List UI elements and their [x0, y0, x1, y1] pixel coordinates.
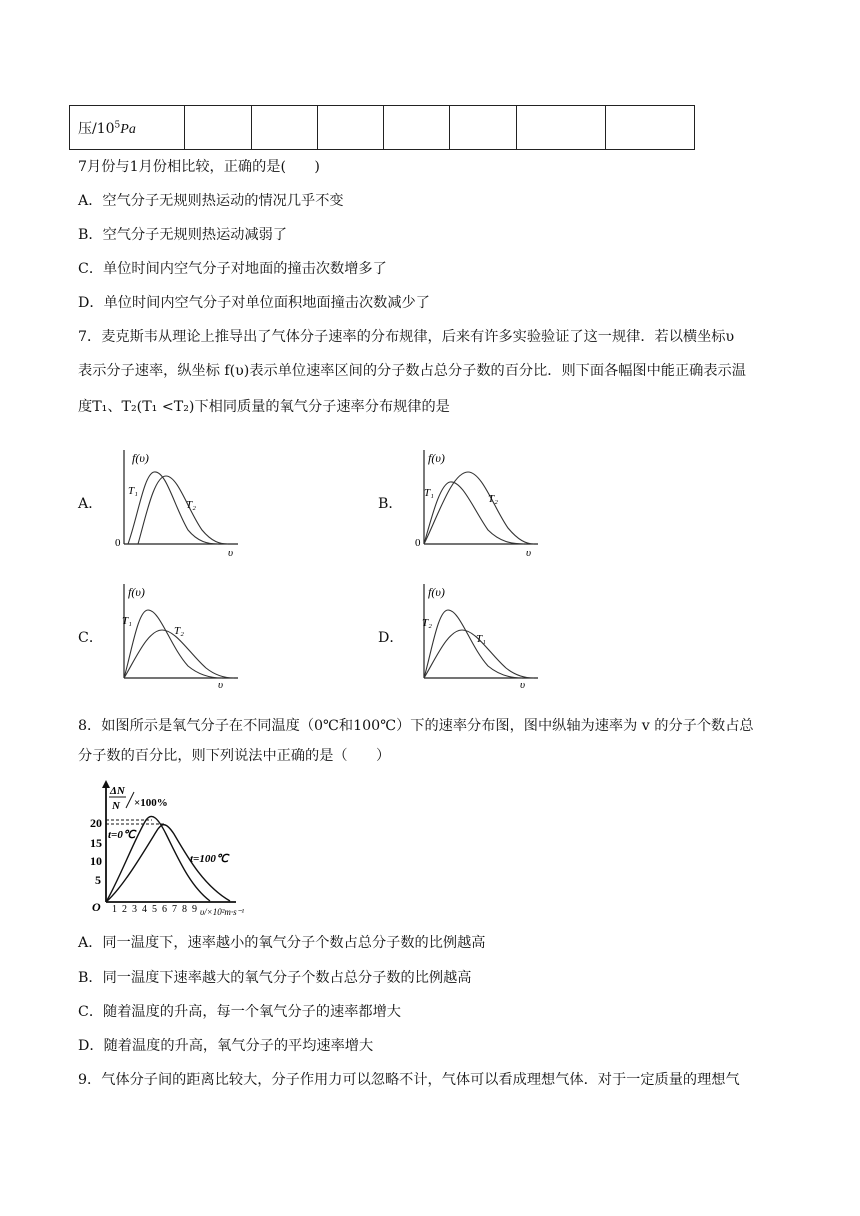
q8-option-c: C．随着温度的升高，每一个氧气分子的速率都增大 [78, 1004, 401, 1020]
label-100c: t=100℃ [190, 853, 229, 865]
pressure-header-cell: 压$/10^5Pa$ [70, 106, 185, 150]
ytick: 5 [95, 873, 101, 887]
ytick: 20 [90, 816, 102, 830]
q6-option-c: C．单位时间内空气分子对地面的撞击次数增多了 [78, 261, 387, 277]
xlabel: υ [228, 547, 234, 558]
xtick: 5 [152, 904, 157, 915]
table-cell [384, 106, 450, 150]
label-t1: T₁ [122, 615, 132, 627]
q7-label-a: A． [78, 496, 103, 512]
q7-graph-b [408, 446, 548, 558]
label-t1: T₁ [476, 633, 486, 645]
label-t1: T₁ [128, 485, 138, 497]
table-cell [606, 106, 695, 150]
table-cell [450, 106, 517, 150]
q7-graph-d [408, 580, 548, 692]
table-cell [517, 106, 606, 150]
q7-line-2: 表示分子速率，纵坐标 f(υ)表示单位速率区间的分子数占总分子数的百分比．则下面各幅图中能正确表示温 [78, 363, 746, 379]
q7-line-3: 度T₁、T₂(T₁ <T₂)下相同质量的氧气分子速率分布规律的是 [78, 399, 450, 415]
label-t2: T₂ [186, 499, 196, 511]
xtick: 3 [132, 904, 137, 915]
xlabel: υ [526, 547, 532, 558]
label-0c: t=0℃ [108, 829, 136, 841]
q7-graph-c [108, 580, 248, 692]
q8-option-d: D．随着温度的升高，氧气分子的平均速率增大 [78, 1038, 374, 1054]
xtick: 2 [122, 904, 127, 915]
label-t2: T₂ [422, 617, 432, 629]
ylabel-numerator: ΔN [110, 785, 125, 797]
ylabel: f(υ) [128, 585, 145, 599]
label-t2: T₂ [488, 493, 498, 505]
ylabel: f(υ) [428, 451, 445, 465]
origin: O [92, 900, 101, 914]
pressure-table [69, 105, 695, 150]
label-t2: T₂ [174, 625, 184, 637]
q7-graph-a [108, 446, 248, 558]
xlabel: υ/×10²m·s⁻¹ [200, 907, 245, 917]
xlabel: υ [520, 679, 526, 691]
origin: 0 [115, 537, 121, 549]
q7-label-b: B． [378, 496, 403, 512]
q6-option-a: A．空气分子无规则热运动的情况几乎不变 [78, 193, 344, 209]
q7-label-d: D． [378, 630, 404, 646]
table-cell [252, 106, 318, 150]
ytick: 10 [90, 854, 102, 868]
origin: 0 [415, 537, 421, 549]
ylabel: f(υ) [428, 585, 445, 599]
label-t1: T₁ [424, 487, 434, 499]
xtick: 4 [142, 904, 147, 915]
xtick: 9 [192, 904, 197, 915]
table-cell [318, 106, 384, 150]
xtick: 1 [112, 904, 117, 915]
q6-option-b: B．空气分子无规则热运动减弱了 [78, 227, 288, 243]
xtick: 6 [162, 904, 167, 915]
q8-line-2: 分子数的百分比，则下列说法中正确的是（ ） [78, 748, 391, 764]
q8-speed-distribution-figure [86, 778, 276, 918]
xlabel: υ [218, 679, 224, 691]
q7-label-c: C． [78, 630, 104, 646]
ylabel-denominator: N [112, 800, 120, 812]
q8-option-b: B．同一温度下速率越大的氧气分子个数占总分子数的比例越高 [78, 970, 472, 986]
q7-line-1: 7．麦克斯韦从理论上推导出了气体分子速率的分布规律，后来有许多实验验证了这一规律．若以横坐标υ [78, 329, 735, 345]
q8-line-1: 8．如图所示是氧气分子在不同温度（0℃和100℃）下的速率分布图，图中纵轴为速率为 v 的分子个数占总 [78, 718, 754, 734]
ytick: 15 [90, 836, 102, 850]
q9-line-1: 9．气体分子间的距离比较大，分子作用力可以忽略不计，气体可以看成理想气体．对于一定质量的理想气 [78, 1072, 740, 1088]
ylabel: f(υ) [132, 451, 149, 465]
table-cell [185, 106, 252, 150]
q6-stem: 7月份与1月份相比较，正确的是( ) [78, 159, 320, 175]
xtick: 8 [182, 904, 187, 915]
q8-option-a: A．同一温度下，速率越小的氧气分子个数占总分子数的比例越高 [78, 935, 486, 951]
xtick: 7 [172, 904, 177, 915]
q6-option-d: D．单位时间内空气分子对单位面积地面撞击次数减少了 [78, 295, 430, 311]
ylabel-suffix: ×100% [134, 797, 168, 809]
table-row [70, 106, 695, 150]
